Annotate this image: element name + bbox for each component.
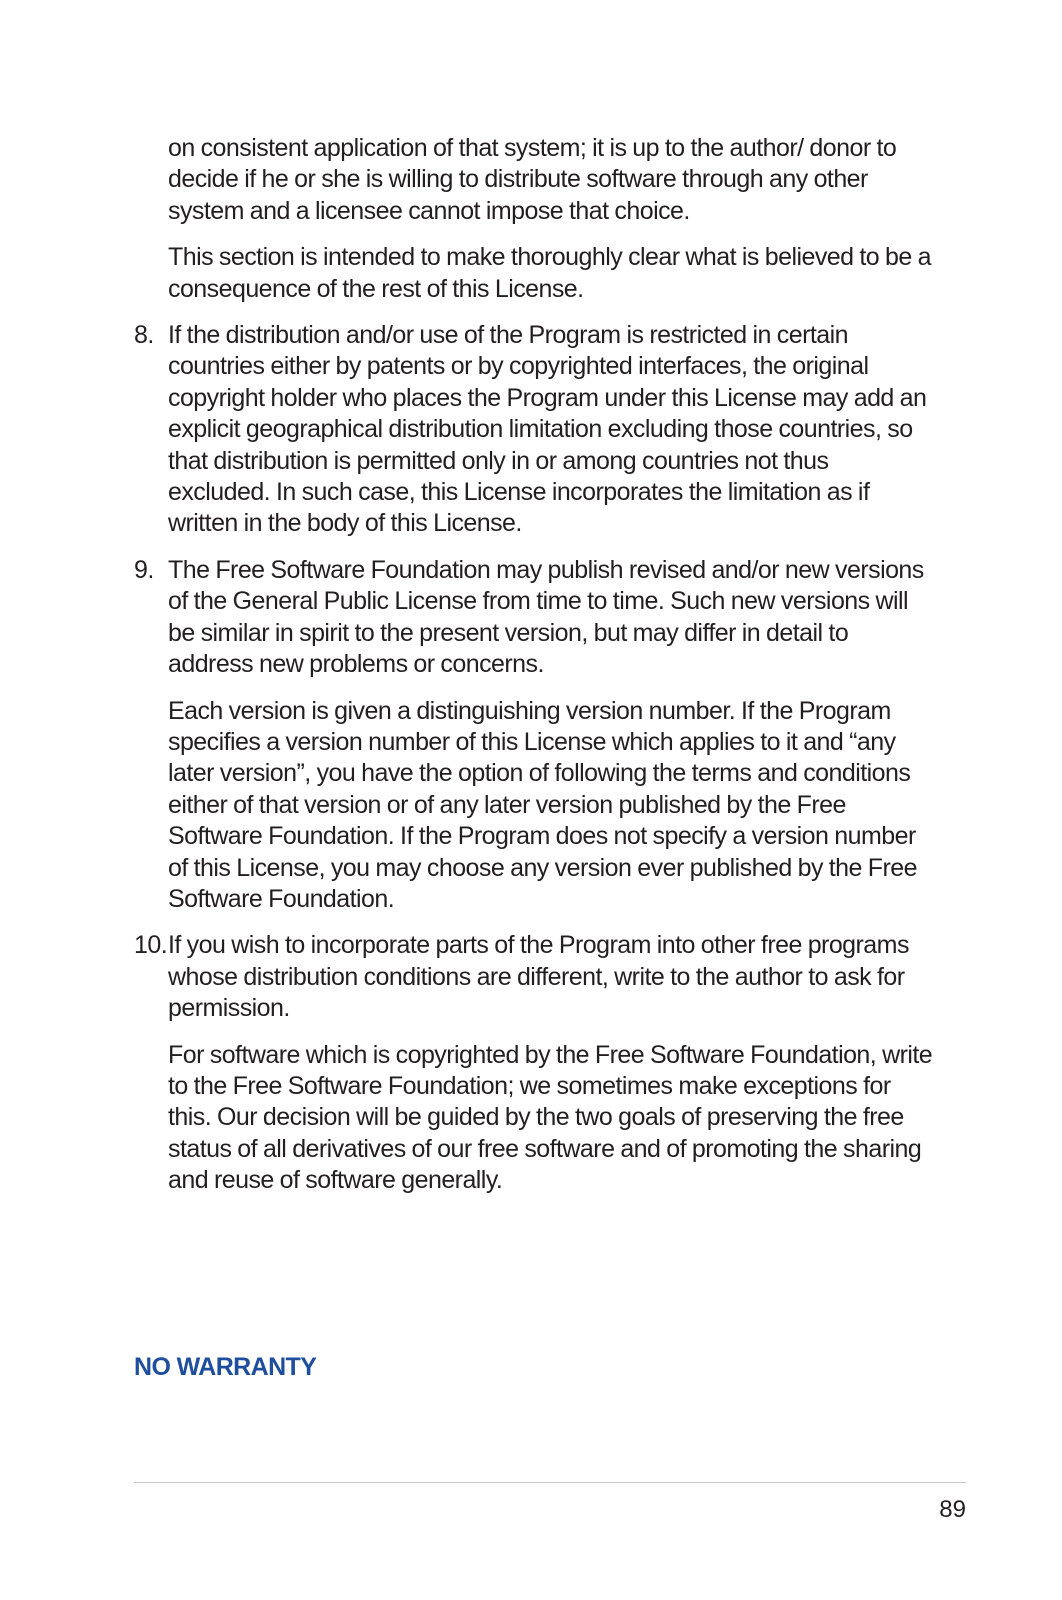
section-heading: NO WARRANTY [134,1353,317,1381]
paragraph-section-intent: This section is intended to make thoroughly clear what is believed to be a consequence of the rest of this License. [168,243,931,303]
list-item-number: 8. [134,321,154,350]
list-item-9 [134,555,934,681]
list-item-text: If the distribution and/or use of the Program is restricted in certain countries either by patents or by copyrighted interfaces, the original copyright holder who places the Program under this License may add an explicit geographical distribution limitation excluding those countries, so that distribution is permitted only in or among countries not thus excluded. In such case, this License incorporates the limitation as if written in the body of this License. [168,321,927,538]
list-item-10-followup: For software which is copyrighted by the Free Software Foundation, write to the Free Software Foundation; we sometimes make exceptions for this. Our decision will be guided by the two goals of preserving the free status of all derivatives of our free software and of promoting the sharing and reuse of software generally. [168,1040,933,1195]
list-item-8 [134,320,934,540]
list-item-number: 9. [134,555,154,584]
list-item-text: The Free Software Foundation may publish revised and/or new versions of the General Public License from time to time. Such new versions will be similar in spirit to the present version, but may differ in detail to address new problems or concerns. [168,555,924,679]
paragraph-continuation: on consistent application of that system; it is up to the author/ donor to decide if he or she is willing to distribute software through any other system and a licensee cannot impose that choice. [168,134,897,225]
list-item-9-followup: Each version is given a distinguishing version number. If the Program specifies a version number of this License which applies to it and “any later version”, you have the option of following the terms and conditions either of that version or of any later version published by the Free Software Foundation. If the Program does not specify a version number of this License, you may choose any version ever published by the Free Software Foundation. [168,696,917,913]
page-content [134,133,934,1212]
list-item-number: 10. [134,931,168,960]
list-item-text: If you wish to incorporate parts of the Program into other free programs whose distribution conditions are different, write to the author to ask for permission. [168,931,909,1023]
list-item-10 [134,930,934,1024]
footer-divider [134,1482,966,1483]
page-number: 89 [939,1496,966,1523]
